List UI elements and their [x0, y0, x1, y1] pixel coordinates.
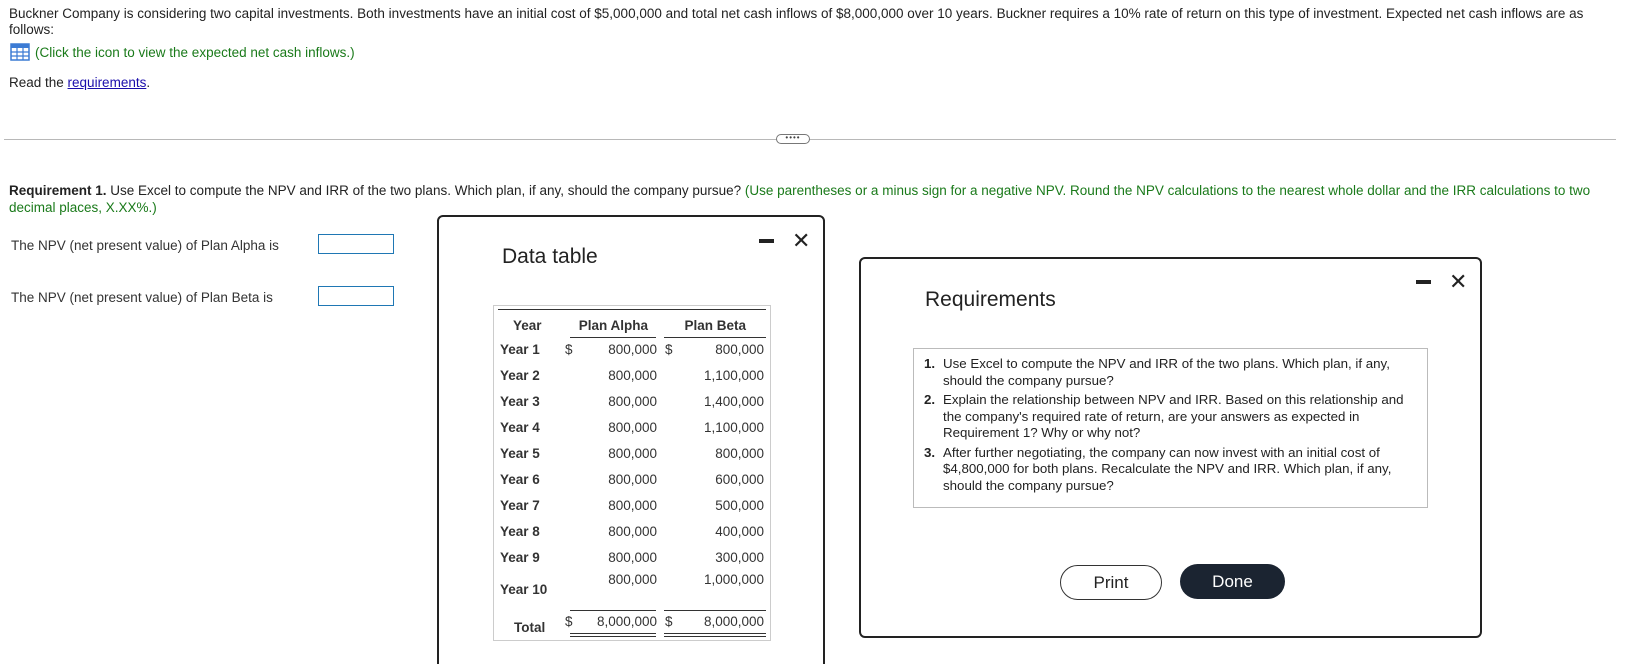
table-row: [494, 524, 770, 544]
problem-intro: Buckner Company is considering two capital investments. Both investments have an initial cost of $5,000,000 and total net cash inflows of $8,000,000 over 10 years. Buckner requires a 10% rate of return on this type of investment. Expected net cash inflows are as follows:: [9, 6, 1584, 37]
double-rule-beta-1: [664, 633, 766, 634]
requirement-1-hint: (Use parentheses or a minus sign for a negative NPV. Round the NPV calculations to the nearest whole dollar and the IRR calculations to two decimal places, X.XX%.): [9, 183, 1591, 215]
table-row: [494, 420, 770, 440]
row-plan-alpha: 800,000: [608, 550, 657, 565]
row-plan-alpha: 800,000: [608, 394, 657, 409]
table-row: [494, 446, 770, 466]
requirement-number: 1.: [924, 356, 936, 371]
requirement-number: 2.: [924, 392, 936, 407]
total-beta: 8,000,000: [703, 614, 764, 629]
requirements-title: Requirements: [925, 288, 1056, 311]
npv-alpha-label: The NPV (net present value) of Plan Alpha is: [11, 238, 279, 253]
double-rule-beta-2: [664, 636, 766, 637]
row-plan-beta: 1,100,000: [703, 420, 764, 435]
row-plan-beta: 300,000: [715, 550, 764, 565]
row-year: Year 7: [500, 498, 540, 513]
row-plan-alpha: 800,000: [608, 420, 657, 435]
total-alpha: 8,000,000: [596, 614, 657, 629]
npv-beta-input[interactable]: [318, 286, 394, 306]
header-plan-alpha: Plan Alpha: [578, 318, 648, 333]
requirement-item: [924, 392, 1417, 442]
row-year: Year 5: [500, 446, 540, 461]
table-row: [494, 498, 770, 518]
read-suffix: .: [146, 75, 151, 90]
table-row: [494, 342, 770, 362]
row-plan-beta: 800,000: [715, 342, 764, 357]
read-requirements-row: [9, 75, 150, 90]
row-year: Year 1: [500, 342, 540, 357]
requirement-item: [924, 356, 1417, 389]
requirement-1-prompt: [9, 182, 1604, 216]
cash-inflows-link[interactable]: (Click the icon to view the expected net cash inflows.): [35, 44, 355, 60]
requirement-number: 3.: [924, 444, 936, 460]
requirement-text: Explain the relationship between NPV and IRR. Based on this relationship and the company's required rate of return, are your answers as expected in Requirement 1? Why or why not?: [943, 392, 1404, 440]
requirement-1-label: Requirement 1.: [9, 183, 107, 198]
row-plan-alpha: 800,000: [608, 572, 657, 587]
requirement-item: [924, 445, 1417, 495]
double-rule-alpha-1: [570, 633, 656, 634]
minimize-icon[interactable]: [1416, 280, 1431, 284]
requirement-1-text: Use Excel to compute the NPV and IRR of the two plans. Which plan, if any, should the company pursue?: [106, 183, 745, 198]
print-button[interactable]: Print: [1060, 565, 1162, 600]
table-row: [494, 550, 770, 570]
row-year: Year 8: [500, 524, 540, 539]
expand-button[interactable]: ••••: [776, 134, 810, 144]
row-plan-beta: 600,000: [715, 472, 764, 487]
table-top-rule: [498, 309, 766, 310]
row-plan-alpha: 800,000: [608, 446, 657, 461]
total-dollar-alpha: $: [565, 614, 573, 629]
table-header-row: [494, 318, 770, 338]
close-icon[interactable]: ✕: [1449, 269, 1468, 294]
requirement-text: After further negotiating, the company can now invest with an initial cost of $4,800,000 for both plans. Recalculate the NPV and IRR. Which plan, if any, should the company pursue?: [943, 444, 1392, 493]
total-rule-beta: [664, 610, 766, 611]
row-year: Year 4: [500, 420, 540, 435]
row-plan-beta: 500,000: [715, 498, 764, 513]
row-year: Year 10: [500, 582, 548, 597]
requirements-popup: [859, 257, 1482, 638]
requirement-text: Use Excel to compute the NPV and IRR of the two plans. Which plan, if any, should the company pursue?: [943, 356, 1390, 388]
row-plan-alpha: 800,000: [608, 498, 657, 513]
row-plan-beta: 1,400,000: [703, 394, 764, 409]
read-prefix: Read the: [9, 75, 68, 90]
header-year: Year: [513, 318, 542, 333]
table-row: [494, 572, 770, 597]
npv-alpha-input[interactable]: [318, 234, 394, 254]
cash-inflows-table: [493, 305, 771, 641]
row-year: Year 2: [500, 368, 540, 383]
row-plan-beta: 400,000: [715, 524, 764, 539]
table-row: [494, 368, 770, 388]
double-rule-alpha-2: [570, 636, 656, 637]
row-year: Year 6: [500, 472, 540, 487]
row-plan-alpha: 800,000: [608, 342, 657, 357]
requirements-list: [913, 348, 1428, 508]
row-plan-alpha: 800,000: [608, 368, 657, 383]
header-plan-beta: Plan Beta: [684, 318, 746, 333]
row-year: Year 9: [500, 550, 540, 565]
row-dollar-beta: $: [665, 342, 673, 357]
table-row: [494, 394, 770, 414]
npv-beta-label: The NPV (net present value) of Plan Beta is: [11, 290, 273, 305]
row-year: Year 3: [500, 394, 540, 409]
row-plan-beta: 1,100,000: [703, 368, 764, 383]
row-plan-alpha: 800,000: [608, 472, 657, 487]
header-rule-alpha: [570, 337, 656, 338]
row-plan-beta: 800,000: [715, 446, 764, 461]
cash-inflows-link-row[interactable]: [10, 43, 355, 61]
done-button[interactable]: Done: [1180, 564, 1285, 599]
total-rule-alpha: [570, 610, 656, 611]
table-icon[interactable]: [10, 43, 30, 61]
header-rule-beta: [664, 337, 766, 338]
data-table-title: Data table: [502, 245, 598, 268]
total-dollar-beta: $: [665, 614, 673, 629]
section-divider: [4, 139, 1616, 140]
data-table-popup: [437, 215, 825, 664]
minimize-icon[interactable]: [759, 239, 774, 243]
row-plan-beta: 1,000,000: [703, 572, 764, 587]
row-plan-alpha: 800,000: [608, 524, 657, 539]
row-dollar-alpha: $: [565, 342, 573, 357]
close-icon[interactable]: ✕: [792, 228, 811, 253]
table-row: [494, 472, 770, 492]
requirements-link[interactable]: requirements: [67, 75, 147, 90]
total-label: Total: [514, 620, 546, 635]
total-row: [494, 614, 770, 634]
